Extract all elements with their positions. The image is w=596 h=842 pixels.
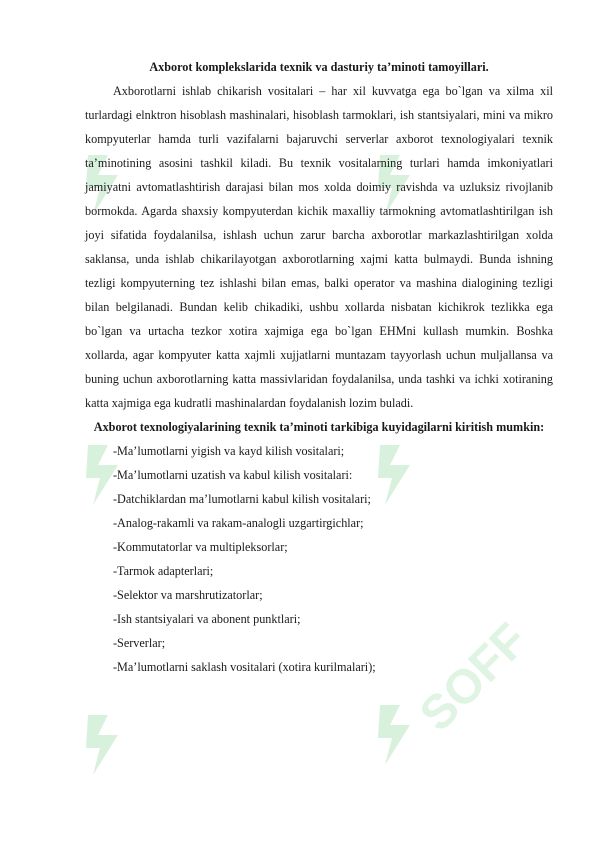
list-item: -Kommutatorlar va multipleksorlar; [113,540,288,554]
watermark-text: SOFF [410,613,538,742]
component-list [85,439,553,679]
body-paragraph: Axborotlarni ishlab chikarish vositalari – har xil kuvvatga ega bo`lgan va xilma xil turlardagi elnktron hisoblash mashinalari, hisoblash tarmoklari, ish stantsiyalari, mini va mikro kompyuterlar hamda turli vazifalarni bajaruvchi serverlar axborot texnologiyalari texnik ta’minotining asosini tashkil kiladi. Bu texnik vositalarning turlari hamda imkoniyatlari jamiyatni avtomatlashtirish darajasi bilan mos xolda doimiy ravishda va uzluksiz rivojlanib bormokda. Agarda shaxsiy kompyuterdan kichik maxalliy tarmokning avtomatlashtirilgan ish joyi sifatida foydalanilsa, ishlash uchun zarur barcha axborotlar markazlashtirilgan xolda saklansa, unda ishlab chikarilayotgan axborotlarning xajmi katta bulmaydi. Bunda ishning tezligi kompyuterning tez ishlashi bilan emas, balki operator va mashina dialogining tezligi bilan belgilanadi. Bundan kelib chikadiki, ushbu xollarda nisbatan kichikrok tezlikka ega bo`lgan va urtacha tezkor xotira xajmiga ega bo`lgan EHMni kullash mumkin. Boshka xollarda, agar kompyuter katta xajmli xujjatlarni muntazam tayyorlash uchun muljallansa va buning uchun axborotlarning katta massivlaridan foydalanilsa, unda tashki va ichki xotiraning katta xajmiga ega kudratli mashinalardan foydalanish lozim buladi. [85,84,553,410]
section-subtitle: Axborot texnologiyalarining texnik ta’minoti tarkibiga kuyidagilarni kiritish mumkin: [93,420,545,434]
list-item: -Selektor va marshrutizatorlar; [113,588,263,602]
list-item: -Datchiklardan ma’lumotlarni kabul kilish vositalari; [113,492,371,506]
list-item: -Ma’lumotlarni uzatish va kabul kilish vositalari: [113,468,353,482]
list-item: -Ish stantsiyalari va abonent punktlari; [113,612,301,626]
document-page [85,55,553,679]
page-title: Axborot komplekslarida texnik va dasturiy ta’minoti tamoyillari. [149,60,489,74]
list-item: -Ma’lumotlarni yigish va kayd kilish vositalari; [113,444,345,458]
list-item: -Ma’lumotlarni saklash vositalari (xotira kurilmalari); [113,660,376,674]
list-item: -Serverlar; [113,636,166,650]
list-item: -Analog-rakamli va rakam-analogli uzgartirgichlar; [113,516,364,530]
list-item: -Tarmok adapterlari; [113,564,214,578]
watermark-logo-icon [78,710,128,780]
watermark-logo-icon [370,700,420,770]
